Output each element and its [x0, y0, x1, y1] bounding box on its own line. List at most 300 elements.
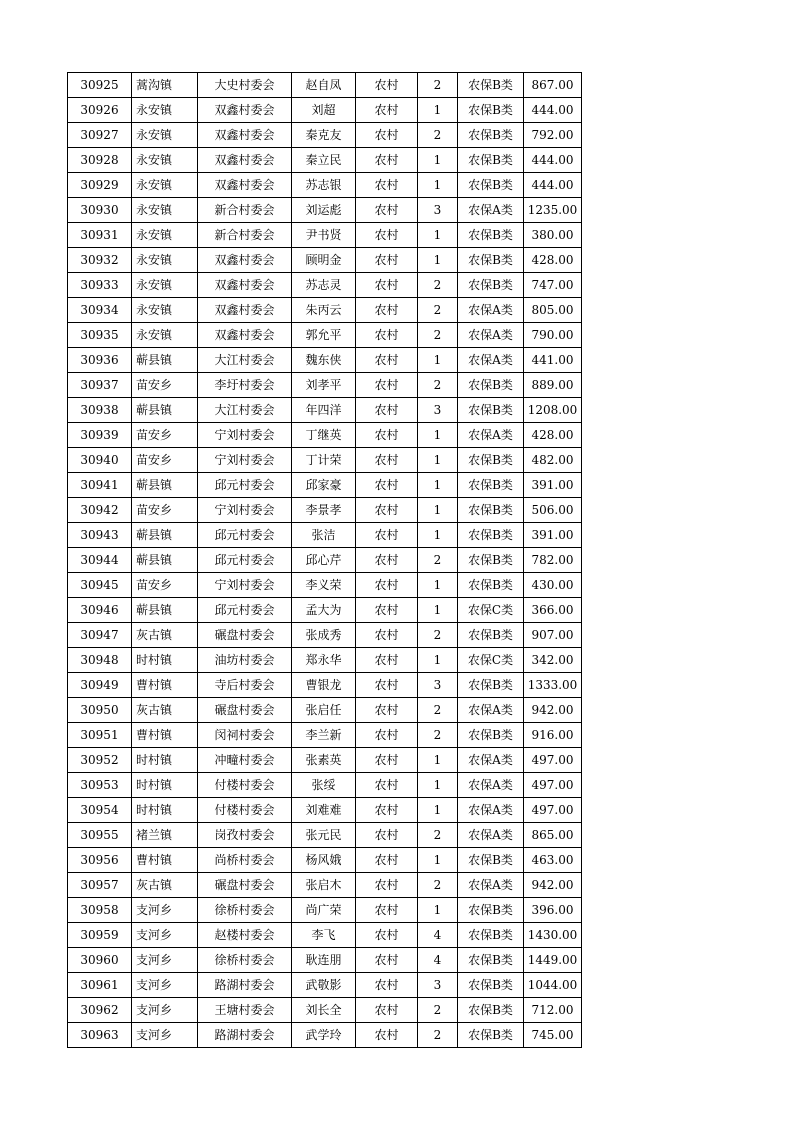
table-row: [68, 223, 582, 248]
person-name-cell: 武敬影: [292, 973, 356, 998]
household-count-cell: 1: [418, 848, 458, 873]
record-id-cell: 30948: [68, 648, 132, 673]
record-id-cell: 30927: [68, 123, 132, 148]
residence-type-cell: 农村: [356, 198, 418, 223]
amount-cell: 497.00: [524, 798, 582, 823]
household-count-cell: 1: [418, 498, 458, 523]
record-id-cell: 30937: [68, 373, 132, 398]
town-cell: 支河乡: [132, 1023, 198, 1048]
insurance-category-cell: 农保B类: [458, 623, 524, 648]
residence-type-cell: 农村: [356, 898, 418, 923]
person-name-cell: 张素英: [292, 748, 356, 773]
town-cell: 灰古镇: [132, 623, 198, 648]
village-committee-cell: 碾盘村委会: [198, 698, 292, 723]
household-count-cell: 3: [418, 198, 458, 223]
insurance-category-cell: 农保B类: [458, 573, 524, 598]
insurance-category-cell: 农保B类: [458, 148, 524, 173]
village-committee-cell: 宁刘村委会: [198, 423, 292, 448]
amount-cell: 428.00: [524, 248, 582, 273]
residence-type-cell: 农村: [356, 398, 418, 423]
residence-type-cell: 农村: [356, 723, 418, 748]
amount-cell: 391.00: [524, 523, 582, 548]
record-id-cell: 30953: [68, 773, 132, 798]
amount-cell: 506.00: [524, 498, 582, 523]
table-row: [68, 998, 582, 1023]
town-cell: 支河乡: [132, 923, 198, 948]
table-row: [68, 798, 582, 823]
household-count-cell: 2: [418, 548, 458, 573]
table-row: [68, 973, 582, 998]
residence-type-cell: 农村: [356, 948, 418, 973]
household-count-cell: 1: [418, 748, 458, 773]
amount-cell: 782.00: [524, 548, 582, 573]
village-committee-cell: 邱元村委会: [198, 548, 292, 573]
amount-cell: 805.00: [524, 298, 582, 323]
village-committee-cell: 闵祠村委会: [198, 723, 292, 748]
village-committee-cell: 徐桥村委会: [198, 898, 292, 923]
household-count-cell: 2: [418, 873, 458, 898]
town-cell: 时村镇: [132, 748, 198, 773]
record-id-cell: 30954: [68, 798, 132, 823]
village-committee-cell: 双鑫村委会: [198, 298, 292, 323]
person-name-cell: 魏东侠: [292, 348, 356, 373]
amount-cell: 889.00: [524, 373, 582, 398]
household-count-cell: 4: [418, 948, 458, 973]
insurance-category-cell: 农保B类: [458, 1023, 524, 1048]
village-committee-cell: 双鑫村委会: [198, 273, 292, 298]
record-id-cell: 30960: [68, 948, 132, 973]
amount-cell: 441.00: [524, 348, 582, 373]
town-cell: 永安镇: [132, 298, 198, 323]
amount-cell: 396.00: [524, 898, 582, 923]
household-count-cell: 1: [418, 598, 458, 623]
table-row: [68, 373, 582, 398]
person-name-cell: 张绥: [292, 773, 356, 798]
person-name-cell: 刘长全: [292, 998, 356, 1023]
residence-type-cell: 农村: [356, 123, 418, 148]
person-name-cell: 秦克友: [292, 123, 356, 148]
village-committee-cell: 双鑫村委会: [198, 248, 292, 273]
residence-type-cell: 农村: [356, 473, 418, 498]
table-row: [68, 548, 582, 573]
table-row: [68, 648, 582, 673]
amount-cell: 1449.00: [524, 948, 582, 973]
household-count-cell: 2: [418, 723, 458, 748]
town-cell: 支河乡: [132, 948, 198, 973]
insurance-category-cell: 农保C类: [458, 648, 524, 673]
residence-type-cell: 农村: [356, 773, 418, 798]
amount-cell: 430.00: [524, 573, 582, 598]
residence-type-cell: 农村: [356, 648, 418, 673]
record-id-cell: 30940: [68, 448, 132, 473]
village-committee-cell: 宁刘村委会: [198, 573, 292, 598]
record-id-cell: 30957: [68, 873, 132, 898]
insurance-category-cell: 农保B类: [458, 448, 524, 473]
person-name-cell: 年四洋: [292, 398, 356, 423]
amount-cell: 1235.00: [524, 198, 582, 223]
village-committee-cell: 路湖村委会: [198, 973, 292, 998]
table-row: [68, 448, 582, 473]
household-count-cell: 2: [418, 698, 458, 723]
residence-type-cell: 农村: [356, 573, 418, 598]
record-id-cell: 30935: [68, 323, 132, 348]
person-name-cell: 张启木: [292, 873, 356, 898]
table-row: [68, 823, 582, 848]
table-row: [68, 748, 582, 773]
record-id-cell: 30956: [68, 848, 132, 873]
record-id-cell: 30930: [68, 198, 132, 223]
residence-type-cell: 农村: [356, 923, 418, 948]
amount-cell: 444.00: [524, 98, 582, 123]
insurance-category-cell: 农保B类: [458, 848, 524, 873]
table-row: [68, 723, 582, 748]
person-name-cell: 尹书贤: [292, 223, 356, 248]
town-cell: 苗安乡: [132, 423, 198, 448]
record-id-cell: 30958: [68, 898, 132, 923]
village-committee-cell: 双鑫村委会: [198, 98, 292, 123]
insurance-category-cell: 农保B类: [458, 523, 524, 548]
household-count-cell: 2: [418, 298, 458, 323]
amount-cell: 942.00: [524, 698, 582, 723]
insurance-category-cell: 农保A类: [458, 198, 524, 223]
household-count-cell: 1: [418, 473, 458, 498]
household-count-cell: 2: [418, 623, 458, 648]
amount-cell: 747.00: [524, 273, 582, 298]
household-count-cell: 1: [418, 348, 458, 373]
insurance-category-cell: 农保A类: [458, 748, 524, 773]
insurance-category-cell: 农保A类: [458, 823, 524, 848]
person-name-cell: 刘孝平: [292, 373, 356, 398]
amount-cell: 867.00: [524, 73, 582, 98]
table-row: [68, 923, 582, 948]
amount-cell: 916.00: [524, 723, 582, 748]
table-row: [68, 623, 582, 648]
residence-type-cell: 农村: [356, 423, 418, 448]
town-cell: 苗安乡: [132, 498, 198, 523]
person-name-cell: 武学玲: [292, 1023, 356, 1048]
village-committee-cell: 尚桥村委会: [198, 848, 292, 873]
village-committee-cell: 徐桥村委会: [198, 948, 292, 973]
table-row: [68, 523, 582, 548]
person-name-cell: 李景孝: [292, 498, 356, 523]
insurance-category-cell: 农保A类: [458, 698, 524, 723]
residence-type-cell: 农村: [356, 748, 418, 773]
insurance-category-cell: 农保B类: [458, 223, 524, 248]
town-cell: 曹村镇: [132, 848, 198, 873]
residence-type-cell: 农村: [356, 623, 418, 648]
table-row: [68, 498, 582, 523]
person-name-cell: 张洁: [292, 523, 356, 548]
town-cell: 永安镇: [132, 148, 198, 173]
record-id-cell: 30961: [68, 973, 132, 998]
person-name-cell: 张成秀: [292, 623, 356, 648]
amount-cell: 366.00: [524, 598, 582, 623]
village-committee-cell: 双鑫村委会: [198, 173, 292, 198]
household-count-cell: 2: [418, 123, 458, 148]
town-cell: 蕲县镇: [132, 348, 198, 373]
insurance-category-cell: 农保B类: [458, 673, 524, 698]
table-row: [68, 848, 582, 873]
record-id-cell: 30959: [68, 923, 132, 948]
residence-type-cell: 农村: [356, 298, 418, 323]
town-cell: 支河乡: [132, 898, 198, 923]
residence-type-cell: 农村: [356, 348, 418, 373]
residence-type-cell: 农村: [356, 698, 418, 723]
insurance-category-cell: 农保B类: [458, 98, 524, 123]
amount-cell: 907.00: [524, 623, 582, 648]
household-count-cell: 1: [418, 523, 458, 548]
residence-type-cell: 农村: [356, 973, 418, 998]
household-count-cell: 2: [418, 73, 458, 98]
town-cell: 永安镇: [132, 198, 198, 223]
residence-type-cell: 农村: [356, 173, 418, 198]
town-cell: 支河乡: [132, 998, 198, 1023]
village-committee-cell: 碾盘村委会: [198, 623, 292, 648]
household-count-cell: 2: [418, 273, 458, 298]
residence-type-cell: 农村: [356, 598, 418, 623]
village-committee-cell: 王塘村委会: [198, 998, 292, 1023]
village-committee-cell: 李圩村委会: [198, 373, 292, 398]
record-id-cell: 30936: [68, 348, 132, 373]
record-id-cell: 30950: [68, 698, 132, 723]
residence-type-cell: 农村: [356, 848, 418, 873]
residence-type-cell: 农村: [356, 523, 418, 548]
person-name-cell: 丁计荣: [292, 448, 356, 473]
town-cell: 时村镇: [132, 798, 198, 823]
insurance-category-cell: 农保A类: [458, 298, 524, 323]
household-count-cell: 2: [418, 823, 458, 848]
record-id-cell: 30932: [68, 248, 132, 273]
record-id-cell: 30952: [68, 748, 132, 773]
person-name-cell: 朱丙云: [292, 298, 356, 323]
record-id-cell: 30945: [68, 573, 132, 598]
person-name-cell: 刘超: [292, 98, 356, 123]
record-id-cell: 30951: [68, 723, 132, 748]
village-committee-cell: 双鑫村委会: [198, 123, 292, 148]
table-row: [68, 573, 582, 598]
village-committee-cell: 赵楼村委会: [198, 923, 292, 948]
town-cell: 永安镇: [132, 98, 198, 123]
data-table: [67, 72, 582, 1048]
town-cell: 苗安乡: [132, 448, 198, 473]
person-name-cell: 曹银龙: [292, 673, 356, 698]
person-name-cell: 张启任: [292, 698, 356, 723]
household-count-cell: 3: [418, 673, 458, 698]
table-row: [68, 173, 582, 198]
insurance-category-cell: 农保B类: [458, 498, 524, 523]
residence-type-cell: 农村: [356, 373, 418, 398]
village-committee-cell: 岗孜村委会: [198, 823, 292, 848]
village-committee-cell: 双鑫村委会: [198, 323, 292, 348]
village-committee-cell: 新合村委会: [198, 198, 292, 223]
amount-cell: 712.00: [524, 998, 582, 1023]
village-committee-cell: 邱元村委会: [198, 473, 292, 498]
person-name-cell: 尚广荣: [292, 898, 356, 923]
table-row: [68, 948, 582, 973]
table-row: [68, 423, 582, 448]
residence-type-cell: 农村: [356, 798, 418, 823]
town-cell: 支河乡: [132, 973, 198, 998]
record-id-cell: 30934: [68, 298, 132, 323]
person-name-cell: 李义荣: [292, 573, 356, 598]
household-count-cell: 1: [418, 423, 458, 448]
insurance-category-cell: 农保B类: [458, 548, 524, 573]
household-count-cell: 1: [418, 798, 458, 823]
amount-cell: 942.00: [524, 873, 582, 898]
record-id-cell: 30938: [68, 398, 132, 423]
record-id-cell: 30929: [68, 173, 132, 198]
residence-type-cell: 农村: [356, 498, 418, 523]
household-count-cell: 1: [418, 223, 458, 248]
village-committee-cell: 新合村委会: [198, 223, 292, 248]
town-cell: 永安镇: [132, 273, 198, 298]
person-name-cell: 丁继英: [292, 423, 356, 448]
amount-cell: 865.00: [524, 823, 582, 848]
village-committee-cell: 冲疃村委会: [198, 748, 292, 773]
record-id-cell: 30943: [68, 523, 132, 548]
village-committee-cell: 双鑫村委会: [198, 148, 292, 173]
amount-cell: 428.00: [524, 423, 582, 448]
town-cell: 曹村镇: [132, 723, 198, 748]
household-count-cell: 1: [418, 573, 458, 598]
insurance-category-cell: 农保B类: [458, 923, 524, 948]
amount-cell: 497.00: [524, 773, 582, 798]
person-name-cell: 郑永华: [292, 648, 356, 673]
record-id-cell: 30946: [68, 598, 132, 623]
table-row: [68, 323, 582, 348]
table-row: [68, 248, 582, 273]
amount-cell: 444.00: [524, 173, 582, 198]
village-committee-cell: 宁刘村委会: [198, 498, 292, 523]
person-name-cell: 刘难难: [292, 798, 356, 823]
record-id-cell: 30933: [68, 273, 132, 298]
town-cell: 蕲县镇: [132, 523, 198, 548]
person-name-cell: 刘运彪: [292, 198, 356, 223]
village-committee-cell: 寺后村委会: [198, 673, 292, 698]
insurance-category-cell: 农保A类: [458, 323, 524, 348]
insurance-category-cell: 农保B类: [458, 473, 524, 498]
residence-type-cell: 农村: [356, 1023, 418, 1048]
residence-type-cell: 农村: [356, 273, 418, 298]
village-committee-cell: 大江村委会: [198, 398, 292, 423]
village-committee-cell: 路湖村委会: [198, 1023, 292, 1048]
person-name-cell: 郭允平: [292, 323, 356, 348]
household-count-cell: 4: [418, 923, 458, 948]
village-committee-cell: 碾盘村委会: [198, 873, 292, 898]
household-count-cell: 3: [418, 973, 458, 998]
residence-type-cell: 农村: [356, 223, 418, 248]
record-id-cell: 30963: [68, 1023, 132, 1048]
insurance-category-cell: 农保A类: [458, 423, 524, 448]
table-row: [68, 898, 582, 923]
amount-cell: 790.00: [524, 323, 582, 348]
table-row: [68, 198, 582, 223]
village-committee-cell: 邱元村委会: [198, 523, 292, 548]
amount-cell: 1208.00: [524, 398, 582, 423]
town-cell: 蒿沟镇: [132, 73, 198, 98]
residence-type-cell: 农村: [356, 873, 418, 898]
amount-cell: 1044.00: [524, 973, 582, 998]
table-row: [68, 123, 582, 148]
household-count-cell: 1: [418, 898, 458, 923]
town-cell: 永安镇: [132, 173, 198, 198]
household-count-cell: 3: [418, 398, 458, 423]
amount-cell: 444.00: [524, 148, 582, 173]
town-cell: 永安镇: [132, 248, 198, 273]
record-id-cell: 30949: [68, 673, 132, 698]
record-id-cell: 30947: [68, 623, 132, 648]
residence-type-cell: 农村: [356, 148, 418, 173]
amount-cell: 497.00: [524, 748, 582, 773]
record-id-cell: 30928: [68, 148, 132, 173]
person-name-cell: 张元民: [292, 823, 356, 848]
table-row: [68, 773, 582, 798]
household-count-cell: 2: [418, 1023, 458, 1048]
village-committee-cell: 付楼村委会: [198, 773, 292, 798]
amount-cell: 463.00: [524, 848, 582, 873]
town-cell: 灰古镇: [132, 698, 198, 723]
person-name-cell: 苏志灵: [292, 273, 356, 298]
insurance-category-cell: 农保B类: [458, 373, 524, 398]
town-cell: 苗安乡: [132, 573, 198, 598]
residence-type-cell: 农村: [356, 548, 418, 573]
residence-type-cell: 农村: [356, 823, 418, 848]
person-name-cell: 耿连朋: [292, 948, 356, 973]
insurance-category-cell: 农保A类: [458, 798, 524, 823]
amount-cell: 391.00: [524, 473, 582, 498]
town-cell: 曹村镇: [132, 673, 198, 698]
town-cell: 蕲县镇: [132, 398, 198, 423]
village-committee-cell: 邱元村委会: [198, 598, 292, 623]
person-name-cell: 秦立民: [292, 148, 356, 173]
table-row: [68, 598, 582, 623]
person-name-cell: 赵自凤: [292, 73, 356, 98]
residence-type-cell: 农村: [356, 323, 418, 348]
residence-type-cell: 农村: [356, 998, 418, 1023]
amount-cell: 1333.00: [524, 673, 582, 698]
insurance-category-cell: 农保B类: [458, 973, 524, 998]
record-id-cell: 30941: [68, 473, 132, 498]
household-count-cell: 2: [418, 998, 458, 1023]
person-name-cell: 孟大为: [292, 598, 356, 623]
amount-cell: 1430.00: [524, 923, 582, 948]
insurance-category-cell: 农保B类: [458, 998, 524, 1023]
town-cell: 时村镇: [132, 773, 198, 798]
household-count-cell: 1: [418, 248, 458, 273]
record-id-cell: 30962: [68, 998, 132, 1023]
household-count-cell: 1: [418, 98, 458, 123]
person-name-cell: 李飞: [292, 923, 356, 948]
town-cell: 苗安乡: [132, 373, 198, 398]
record-id-cell: 30944: [68, 548, 132, 573]
amount-cell: 342.00: [524, 648, 582, 673]
record-id-cell: 30942: [68, 498, 132, 523]
amount-cell: 745.00: [524, 1023, 582, 1048]
person-name-cell: 邱心芹: [292, 548, 356, 573]
residence-type-cell: 农村: [356, 448, 418, 473]
insurance-category-cell: 农保B类: [458, 248, 524, 273]
person-name-cell: 邱家豪: [292, 473, 356, 498]
insurance-category-cell: 农保B类: [458, 723, 524, 748]
village-committee-cell: 大江村委会: [198, 348, 292, 373]
amount-cell: 380.00: [524, 223, 582, 248]
insurance-category-cell: 农保A类: [458, 773, 524, 798]
table-body: [68, 73, 582, 1048]
insurance-category-cell: 农保B类: [458, 273, 524, 298]
household-count-cell: 1: [418, 148, 458, 173]
insurance-category-cell: 农保A类: [458, 348, 524, 373]
household-count-cell: 1: [418, 448, 458, 473]
